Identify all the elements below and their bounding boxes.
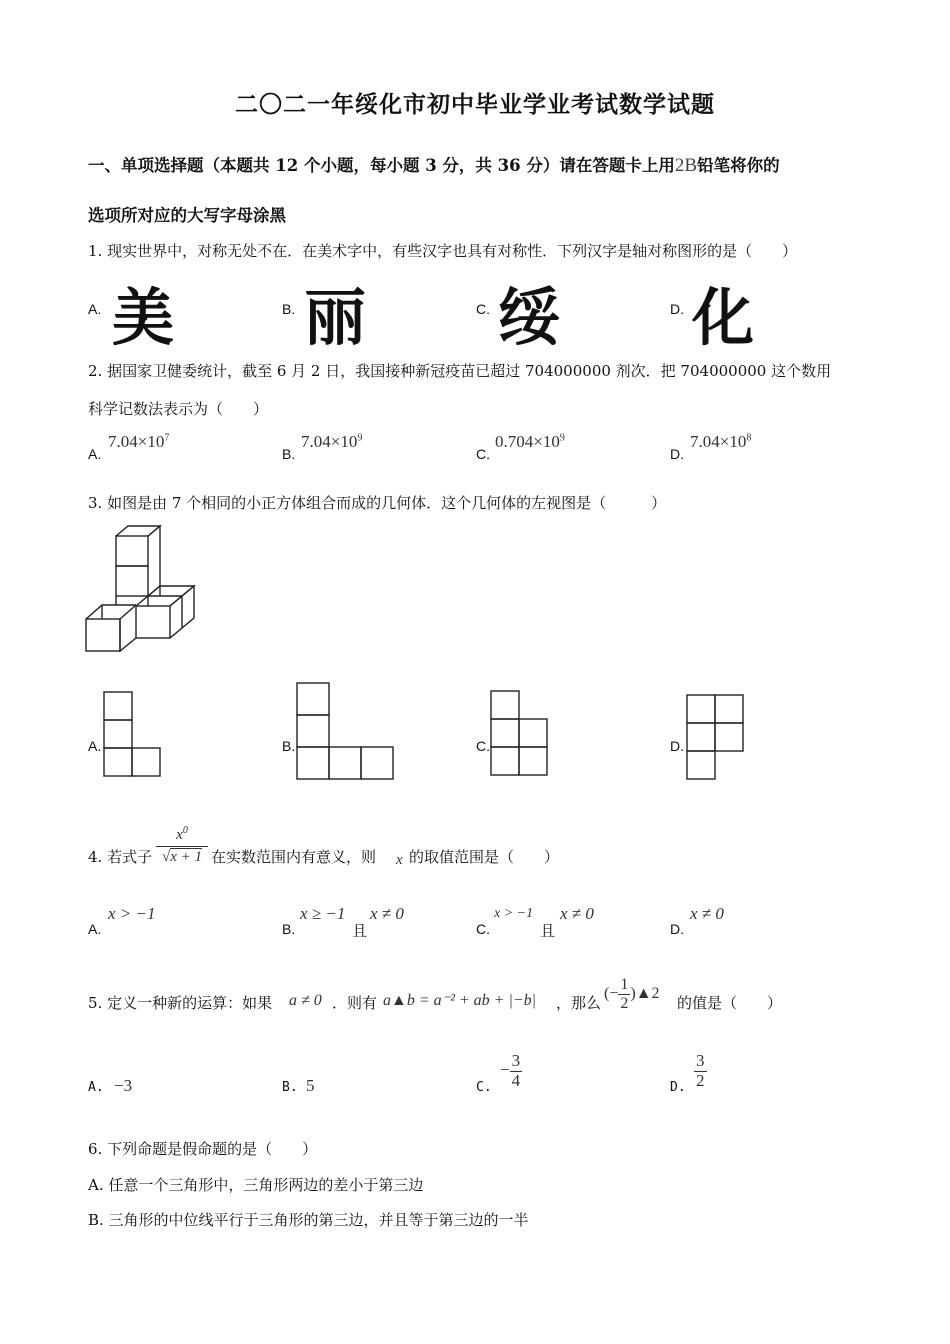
q2-d-base: 7.04×10 — [690, 432, 747, 451]
q6-option-a: A. 任意一个三角形中，三角形两边的差小于第三边 — [88, 1176, 424, 1194]
q1-option-b-char: 丽 — [304, 281, 367, 354]
q5-expr-fraction — [618, 976, 630, 1012]
q4-option-b-expr: x ≥ −1 — [300, 904, 346, 923]
q4-option-c-extra: x ≠ 0 — [560, 904, 594, 923]
question-4-stem-end: 的取值范围是（ ） — [409, 848, 560, 866]
q3-option-c-label: C. — [476, 738, 490, 754]
q4-option-b-extra: x ≠ 0 — [370, 904, 404, 923]
q2-option-d-value — [690, 432, 751, 452]
q2-option-b-value — [301, 432, 362, 452]
page-title: 二〇二一年绥化市初中毕业学业考试数学试题 — [235, 91, 715, 118]
q4-option-d-label: D. — [670, 921, 684, 937]
question-4-stem-mid: 在实数范围内有意义，则 — [211, 848, 377, 866]
q2-b-base: 7.04×10 — [301, 432, 358, 451]
q4-option-c-label: C. — [476, 921, 490, 937]
q5-expr-pre: (− — [604, 984, 619, 1002]
q5-option-d-label: D. — [670, 1080, 686, 1095]
q5-c-num: 3 — [511, 1051, 521, 1070]
q4-den-expr: x + 1 — [170, 849, 202, 865]
q4-option-c-join: 且 — [540, 922, 556, 940]
q1-option-c-char: 绥 — [498, 281, 561, 354]
q5-expr-post: )▲2 — [630, 984, 660, 1002]
q4-option-b-join: 且 — [352, 922, 368, 940]
q4-fraction — [156, 822, 208, 867]
q5-option-b-value: 5 — [306, 1076, 315, 1095]
q4-option-d-expr: x ≠ 0 — [690, 904, 724, 923]
q5-expr-num: 1 — [620, 976, 629, 993]
q1-option-a-label: A. — [88, 301, 102, 317]
q3-option-d-figure — [687, 695, 747, 781]
q3-option-a-label: A. — [88, 738, 102, 754]
q2-d-exp: 8 — [746, 432, 752, 444]
q2-b-exp: 9 — [357, 432, 363, 444]
q6-option-b: B. 三角形的中位线平行于三角形的第三边，并且等于第三边的一半 — [88, 1211, 529, 1229]
q1-option-b-label: B. — [282, 301, 296, 317]
pencil-type: 2B — [674, 155, 698, 176]
q1-option-a-char: 美 — [112, 281, 175, 354]
q1-option-d-label: D. — [670, 301, 684, 317]
sqrt-icon: √ — [161, 849, 171, 865]
q5-option-d-value — [694, 1052, 707, 1090]
q2-option-b-label: B. — [282, 446, 296, 462]
q2-c-base: 0.704×10 — [495, 432, 560, 451]
q5-expression — [604, 976, 660, 1012]
q4-variable: x — [396, 852, 403, 868]
q5-d-fraction — [694, 1052, 707, 1090]
question-5-stem-mid: ．则有 — [332, 994, 378, 1012]
cube-solid-figure — [86, 526, 202, 652]
q5-c-fraction — [510, 1052, 523, 1090]
question-4-stem-start: 4. 若式子 — [88, 848, 153, 866]
q2-option-d-label: D. — [670, 446, 684, 462]
q4-option-c-expr: x > −1 — [494, 906, 534, 921]
question-5-stem-end: 的值是（ ） — [677, 994, 783, 1012]
q5-expr-den: 2 — [620, 994, 629, 1012]
q4-frac-denominator — [156, 847, 208, 867]
q4-option-b-label: B. — [282, 921, 296, 937]
question-5-stem-then: ，那么 — [556, 994, 602, 1012]
q5-option-a-value: −3 — [114, 1076, 133, 1095]
question-2-stem-2: 科学记数法表示为（ ） — [88, 400, 269, 418]
q2-a-base: 7.04×10 — [108, 432, 165, 451]
q2-option-c-value — [495, 432, 565, 452]
q4-option-a-expr: x > −1 — [108, 904, 156, 923]
q4-num-exp: 0 — [182, 825, 188, 836]
q5-d-den: 2 — [696, 1070, 705, 1090]
q3-option-d-label: D. — [670, 738, 684, 754]
q2-option-a-value — [108, 432, 169, 452]
q5-definition: a▲b = a⁻² + ab + |−b| — [383, 992, 537, 1009]
q2-a-exp: 7 — [164, 432, 170, 444]
q4-num-var: x — [176, 827, 183, 843]
q1-option-d-char: 化 — [692, 281, 755, 354]
q5-condition: a ≠ 0 — [289, 992, 322, 1009]
q1-option-c-label: C. — [476, 301, 490, 317]
q3-option-b-label: B. — [282, 738, 296, 754]
q3-option-a-figure — [104, 692, 164, 782]
q2-c-exp: 9 — [559, 432, 565, 444]
q3-option-c-figure — [491, 691, 551, 777]
question-3-stem: 3. 如图是由 7 个相同的小正方体组合而成的几何体．这个几何体的左视图是（ ） — [88, 494, 667, 512]
q5-c-den: 4 — [511, 1070, 521, 1090]
q5-option-c-label: C. — [476, 1080, 492, 1095]
question-2-stem-1: 2. 据国家卫健委统计，截至 6 月 2 日，我国接种新冠疫苗已超过 704000000 剂次．把 704000000 这个数用 — [88, 362, 832, 380]
q5-d-num: 3 — [696, 1051, 705, 1070]
q2-option-a-label: A. — [88, 446, 102, 462]
q4-frac-numerator — [156, 822, 208, 844]
q5-option-b-label: B. — [282, 1080, 298, 1095]
q2-option-c-label: C. — [476, 446, 490, 462]
question-1-stem: 1. 现实世界中，对称无处不在．在美术字中，有些汉字也具有对称性．下列汉字是轴对称图形的是（ ） — [88, 242, 798, 260]
q5-c-sign: − — [500, 1060, 510, 1080]
question-5-stem-start: 5. 定义一种新的运算：如果 — [88, 994, 273, 1012]
q5-option-a-label: A. — [88, 1080, 104, 1095]
question-6-stem: 6. 下列命题是假命题的是（ ） — [88, 1140, 318, 1158]
section-heading-text: 一、单项选择题（本题共 12 个小题，每小题 3 分，共 36 分）请在答题卡上用 — [88, 156, 675, 175]
q4-option-a-label: A. — [88, 921, 102, 937]
section-heading-text-end: 铅笔将你的 — [697, 156, 780, 175]
section-heading-line2: 选项所对应的大写字母涂黑 — [88, 206, 286, 225]
q5-option-c-value — [500, 1052, 522, 1090]
section-heading — [88, 152, 780, 177]
q3-option-b-figure — [297, 683, 397, 781]
